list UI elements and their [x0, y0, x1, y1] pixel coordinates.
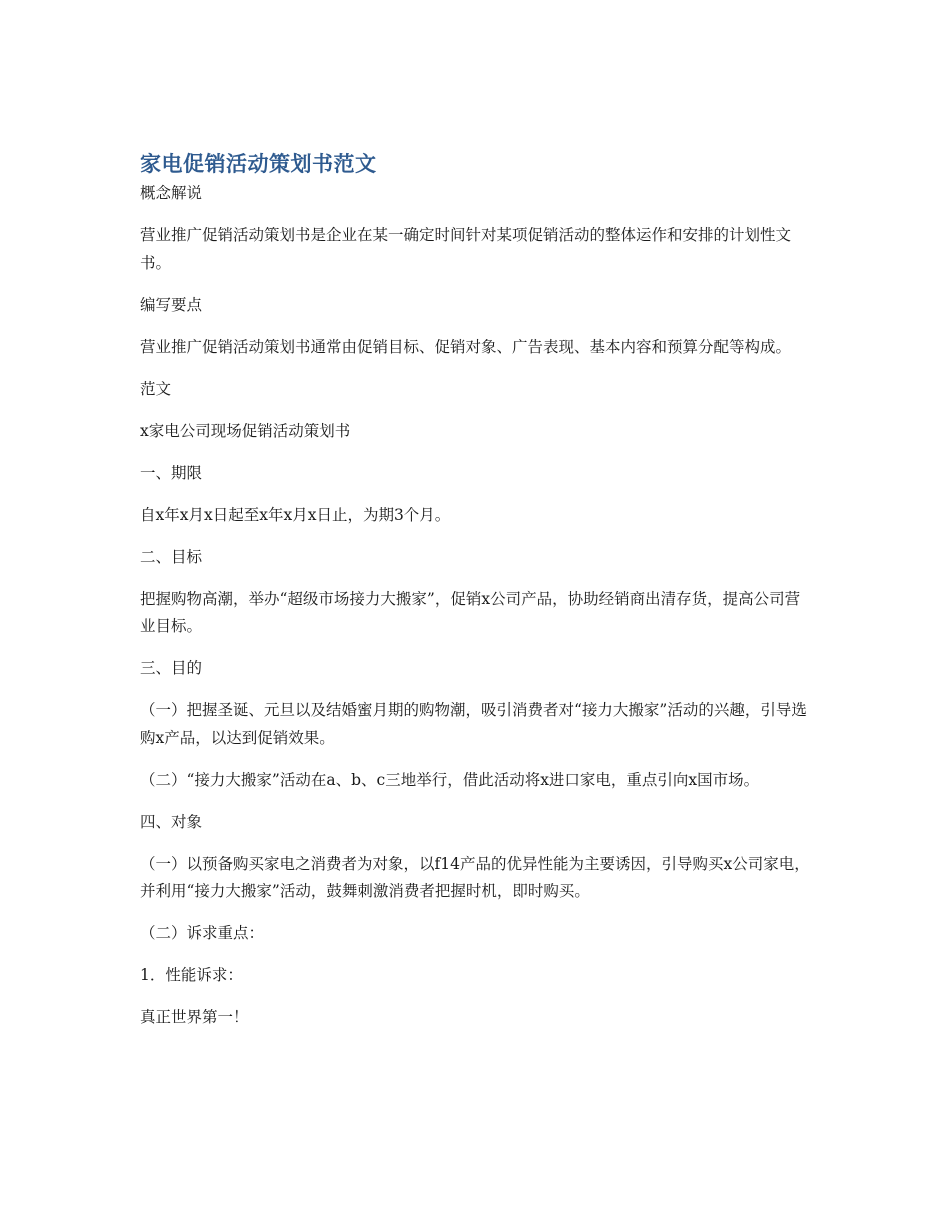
- body-paragraph: （二）诉求重点：: [140, 924, 265, 942]
- body-paragraph: （一）把握圣诞、元旦以及结婚蜜月期的购物潮，吸引消费者对“接力大搬家”活动的兴趣，引导选购x产品，以达到促销效果。: [140, 701, 807, 747]
- body-paragraph: （一）以预备购买家电之消费者为对象，以f14产品的优异性能为主要诱因，引导购买x公司家电，并利用“接力大搬家”活动，鼓舞刺激消费者把握时机，即时购买。: [140, 854, 810, 900]
- section-heading: 编写要点: [140, 295, 203, 314]
- document-title: 家电促销活动策划书范文: [140, 152, 377, 176]
- body-paragraph: x家电公司现场促销活动策划书: [140, 421, 351, 440]
- section-heading: 范文: [140, 379, 172, 398]
- section-heading: 一、期限: [140, 463, 203, 482]
- body-paragraph: 真正世界第一！: [140, 1008, 249, 1026]
- body-paragraph: 营业推广促销活动策划书是企业在某一确定时间针对某项促销活动的整体运作和安排的计划性文书。: [140, 226, 792, 272]
- body-paragraph: 自x年x月x日起至x年x月x日止，为期3个月。: [140, 505, 451, 524]
- body-paragraph: 把握购物高潮，举办“超级市场接力大搬家”，促销x公司产品，协助经销商出清存货，提高公司营业目标。: [140, 589, 801, 635]
- section-heading: 二、目标: [140, 547, 203, 566]
- body-paragraph: 营业推广促销活动策划书通常由促销目标、促销对象、广告表现、基本内容和预算分配等构成。: [140, 337, 792, 356]
- document-page: [140, 148, 812, 1032]
- body-paragraph: 1．性能诉求：: [140, 966, 243, 984]
- section-heading: 四、对象: [140, 812, 203, 831]
- section-heading: 三、目的: [140, 659, 203, 677]
- section-heading: 概念解说: [140, 184, 203, 202]
- body-paragraph: （二）“接力大搬家”活动在a、b、c三地举行，借此活动将x进口家电，重点引向x国市场。: [140, 770, 760, 789]
